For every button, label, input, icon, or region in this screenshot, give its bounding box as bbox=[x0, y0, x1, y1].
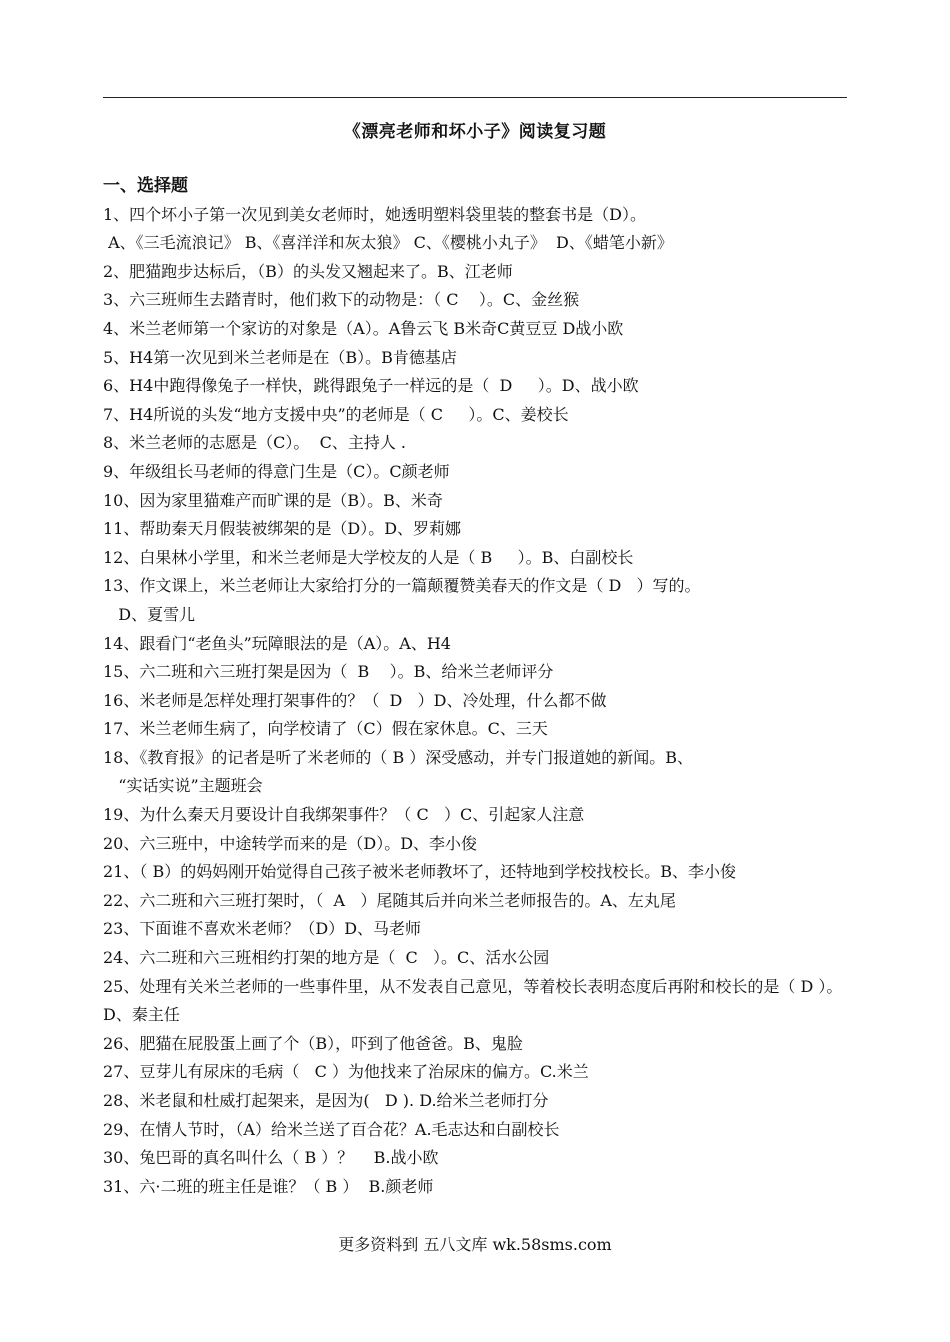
document-title: 《漂亮老师和坏小子》阅读复习题 bbox=[343, 122, 607, 142]
list-item: 19、为什么秦天月要设计自我绑架事件？（ C ）C、引起家人注意 bbox=[103, 805, 585, 825]
list-item: 16、米老师是怎样处理打架事件的？（ D ）D、冷处理，什么都不做 bbox=[103, 690, 607, 710]
list-item: 2、肥猫跑步达标后，（B）的头发又翘起来了。B、江老师 bbox=[103, 261, 513, 281]
header-rule bbox=[103, 97, 847, 98]
list-item: 26、肥猫在屁股蛋上画了个（B），吓到了他爸爸。B、鬼脸 bbox=[103, 1033, 523, 1053]
question-list bbox=[103, 201, 849, 1202]
list-item: 24、六二班和六三班相约打架的地方是（ C ）。C、活水公园 bbox=[103, 948, 550, 968]
list-item: 31、六·二班的班主任是谁？（ B ） B.颜老师 bbox=[103, 1176, 434, 1196]
list-item: 28、米老鼠和杜威打起架来，是因为( D ). D.给米兰老师打分 bbox=[103, 1091, 549, 1110]
list-item: 14、跟看门“老鱼头”玩障眼法的是（A）。A、H4 bbox=[103, 633, 451, 653]
list-item: 30、兔巴哥的真名叫什么（ B ）？ B.战小欧 bbox=[103, 1148, 439, 1168]
list-item: “实话实说”主题班会 bbox=[103, 776, 263, 796]
list-item: 1、四个坏小子第一次见到美女老师时，她透明塑料袋里装的整套书是（D）。 bbox=[103, 204, 647, 224]
list-item: 27、豆芽儿有尿床的毛病（ C ）为他找来了治尿床的偏方。C.米兰 bbox=[103, 1062, 589, 1082]
list-item: 3、六三班师生去踏青时，他们救下的动物是：（ C ）。C、金丝猴 bbox=[103, 290, 580, 310]
list-item: 22、六二班和六三班打架时，（ A ）尾随其后并向米兰老师报告的。A、左丸尾 bbox=[103, 890, 676, 910]
list-item: 13、作文课上，米兰老师让大家给打分的一篇颠覆赞美春天的作文是（ D ）写的。 bbox=[103, 576, 701, 596]
list-item: 10、因为家里猫难产而旷课的是（B）。B、米奇 bbox=[103, 490, 443, 510]
list-item: 9、年级组长马老师的得意门生是（C）。C颜老师 bbox=[103, 461, 450, 481]
list-item: 7、H4所说的头发“地方支援中央”的老师是（ C ）。C、姜校长 bbox=[103, 404, 569, 424]
list-item: 6、H4中跑得像兔子一样快，跳得跟兔子一样远的是（ D ）。D、战小欧 bbox=[103, 376, 639, 396]
list-item: 15、六二班和六三班打架是因为（ B ）。B、给米兰老师评分 bbox=[103, 662, 554, 682]
list-item: 25、处理有关米兰老师的一些事件里，从不发表自己意见，等着校长表明态度后再附和校长的是（ D ）。D、秦主任 bbox=[103, 976, 843, 1025]
section-heading: 一、选择题 bbox=[103, 176, 188, 196]
list-item: 23、下面谁不喜欢米老师？（D）D、马老师 bbox=[103, 919, 422, 939]
list-item: 21、（ B）的妈妈刚开始觉得自己孩子被米老师教坏了，还特地到学校找校长。B、李小俊 bbox=[103, 862, 736, 882]
list-item: 12、白果林小学里，和米兰老师是大学校友的人是（ B ）。B、白副校长 bbox=[103, 547, 634, 567]
list-item: 4、米兰老师第一个家访的对象是（A）。A鲁云飞 B米奇C黄豆豆 D战小欧 bbox=[103, 318, 624, 338]
document-body bbox=[103, 172, 849, 1201]
list-item: 8、米兰老师的志愿是（C）。 C、主持人 . bbox=[103, 433, 407, 453]
page-footer: 更多资料到 五八文库 wk.58sms.com bbox=[338, 1235, 612, 1254]
list-item: 17、米兰老师生病了，向学校请了（C）假在家休息。C、三天 bbox=[103, 719, 548, 739]
list-item: 18、《教育报》的记者是听了米老师的（ B ）深受感动，并专门报道她的新闻。B、 bbox=[103, 747, 694, 767]
list-item: D、夏雪儿 bbox=[103, 604, 196, 624]
list-item: 29、在情人节时，（A）给米兰送了百合花？A.毛志达和白副校长 bbox=[103, 1119, 560, 1139]
list-item: 20、六三班中，中途转学而来的是（D）。D、李小俊 bbox=[103, 833, 478, 853]
list-item: 11、帮助秦天月假装被绑架的是（D）。D、罗莉娜 bbox=[103, 519, 462, 539]
list-item: A、《三毛流浪记》 B、《喜洋洋和灰太狼》 C、《樱桃小丸子》 D、《蜡笔小新》 bbox=[103, 233, 673, 253]
list-item: 5、H4第一次见到米兰老师是在（B）。B肯德基店 bbox=[103, 347, 457, 367]
